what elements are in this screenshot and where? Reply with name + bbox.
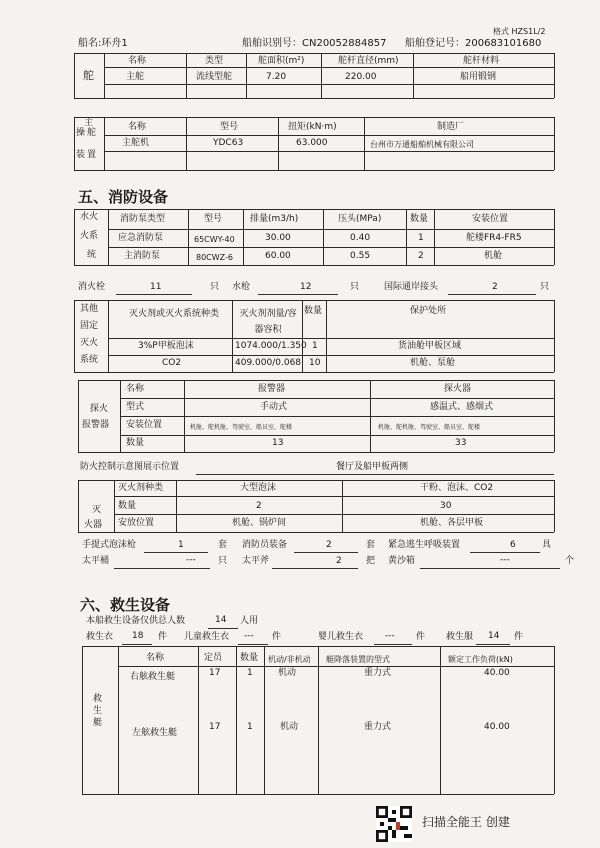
- foam-gun-unit: 套: [218, 540, 228, 550]
- capacity-label: 本船救生设备仅供总人数: [86, 616, 186, 626]
- lifeboat-2-capacity: 17: [209, 722, 221, 732]
- rudder-header-diameter: 舵杆直径(mm): [338, 56, 399, 66]
- detector-qty: 33: [455, 438, 467, 448]
- extinguisher-header-type: 灭火剂种类: [118, 483, 164, 493]
- rudder-header-type: 类型: [205, 56, 224, 66]
- fire-bucket-label: 太平桶: [82, 556, 110, 566]
- shore-connection-count: 2: [492, 282, 498, 292]
- foam-gun-label: 手提式泡沫枪: [82, 540, 137, 550]
- extinguisher-header-large: 大型泡沫: [240, 483, 277, 493]
- pump-header-type: 消防泵类型: [120, 214, 166, 224]
- fixed-label-2: 固定: [80, 321, 99, 331]
- pump-1-capacity: 30.00: [265, 233, 291, 243]
- hydrant-unit: 只: [210, 282, 220, 292]
- rudder-header-area: 舵面积(m²): [258, 56, 305, 66]
- lifeboat-header-qty: 数量: [240, 653, 259, 663]
- lifeboat-1-load: 40.00: [484, 668, 510, 678]
- rudder-label: 舵: [83, 69, 94, 82]
- fixed-1-qty: 1: [312, 341, 318, 351]
- fire-bucket-count: ---: [186, 555, 196, 565]
- steering-header-model: 型号: [220, 122, 239, 132]
- lifeboat-1-qty: 1: [247, 668, 253, 678]
- fixed-1-type: 3%P甲板泡沫: [138, 341, 194, 351]
- eebd-count: 6: [510, 540, 516, 550]
- child-lifejacket-unit: 件: [272, 632, 282, 642]
- pump-label-1: 水火: [80, 212, 99, 222]
- rudder-name: 主舵: [126, 72, 145, 82]
- rudder-material: 船用锻钢: [460, 72, 497, 82]
- section-6-title: 六、救生设备: [80, 596, 171, 614]
- nozzle-label: 水枪: [232, 282, 251, 292]
- eebd-unit: 具: [542, 540, 552, 550]
- immersion-suit-label: 救生服: [446, 632, 474, 642]
- extinguisher-qty-key: 数量: [118, 501, 137, 511]
- pump-2-type: 主消防泵: [124, 251, 161, 261]
- hydrant-label: 消火栓: [78, 282, 106, 292]
- lifeboat-label-2: 生: [93, 706, 103, 716]
- extinguisher-location-key: 安放位置: [118, 518, 155, 528]
- immersion-suit-value: 14: [488, 631, 500, 641]
- fire-axe-unit: 把: [366, 556, 376, 566]
- capacity-value: 14: [215, 615, 227, 625]
- rudder-header-name: 名称: [128, 56, 147, 66]
- lifeboat-header-davit: 艇降落装置的型式: [326, 655, 390, 664]
- detector-row-name-key: 名称: [126, 384, 145, 394]
- pump-header-model: 型号: [204, 214, 223, 224]
- firefighter-outfit-count: 2: [326, 540, 332, 550]
- lifejacket-label: 救生衣: [86, 632, 114, 642]
- fixed-2-type: CO2: [162, 358, 182, 368]
- extinguisher-header-small: 干粉、泡沫、CO2: [420, 483, 494, 493]
- alarm-location: 机舱、舵机舱、驾驶室、船员室、舵楼: [190, 424, 293, 431]
- lifeboat-header-capacity: 定员: [204, 653, 223, 663]
- lifejacket-unit: 件: [158, 632, 168, 642]
- fixed-label-4: 系统: [80, 355, 99, 365]
- capacity-unit: 人用: [240, 616, 259, 626]
- steering-label-2: 操: [76, 128, 86, 138]
- nozzle-count: 12: [300, 282, 312, 292]
- detector-row-location-key: 安装位置: [126, 420, 163, 430]
- lifejacket-value: 18: [132, 631, 144, 641]
- pump-label-3: 统: [87, 250, 97, 260]
- eebd-label: 紧急逃生呼吸装置: [388, 540, 461, 550]
- detector-location: 机舱、舵机舱、驾驶室、船员室、舵楼: [378, 424, 481, 431]
- lifeboat-1-capacity: 17: [209, 668, 221, 678]
- steering-header-name: 名称: [128, 122, 147, 132]
- infant-lifejacket-unit: 件: [416, 632, 426, 642]
- steering-name: 主舵机: [122, 138, 150, 148]
- detector-label-1: 探火: [90, 404, 109, 414]
- foam-gun-count: 1: [178, 540, 184, 550]
- lifeboat-1-motor: 机动: [278, 668, 297, 678]
- extinguisher-small-location: 机舱、各层甲板: [420, 518, 484, 528]
- lifeboat-label-1: 救: [93, 694, 103, 704]
- pump-2-location: 机舱: [484, 251, 503, 261]
- extinguisher-label-1: 灭: [92, 505, 102, 515]
- pump-1-qty: 1: [418, 233, 424, 243]
- pump-2-model: 80CWZ-6: [196, 253, 233, 262]
- child-lifejacket-value: ---: [244, 631, 254, 641]
- shore-connection-label: 国际通岸接头: [384, 282, 439, 292]
- steering-label-3: 舵: [87, 128, 97, 138]
- lifeboat-2-qty: 1: [247, 722, 253, 732]
- lifeboat-2-load: 40.00: [484, 722, 510, 732]
- fixed-1-protected: 货油舱甲板区域: [398, 341, 462, 351]
- detector-col-alarm: 报警器: [258, 384, 286, 394]
- pump-header-capacity: 排量(m3/h): [250, 214, 299, 224]
- pump-2-qty: 2: [418, 251, 424, 261]
- lifeboat-header-motor: 机动/非机动: [268, 655, 311, 664]
- registration-number: 船舶登记号：200683101680: [405, 38, 542, 49]
- lifeboat-1-name: 右舷救生艇: [130, 672, 176, 682]
- sand-box-label: 黄沙箱: [388, 556, 416, 566]
- fixed-header-qty: 数量: [304, 306, 323, 316]
- rudder-type: 流线型舵: [196, 72, 233, 82]
- steering-label-4: 装: [76, 150, 86, 160]
- nozzle-unit: 只: [350, 282, 360, 292]
- steering-header-torque: 扭矩(kN·m): [288, 122, 337, 132]
- form-number: 格式 HZS1L/2: [493, 27, 546, 36]
- fire-axe-count: 2: [336, 556, 342, 566]
- lifeboat-header-load: 额定工作负荷(kN): [448, 655, 513, 664]
- firefighter-outfit-unit: 套: [366, 540, 376, 550]
- fire-plan-label: 防火控制示意图展示位置: [80, 462, 180, 472]
- steering-label-5: 置: [87, 150, 97, 160]
- pump-1-type: 应急消防泵: [118, 233, 164, 243]
- detector-col-detector: 探火器: [444, 384, 472, 394]
- detector-row-qty-key: 数量: [126, 438, 145, 448]
- ship-id: 船舶识别号：CN20052884857: [242, 38, 387, 49]
- extinguisher-small-qty: 30: [440, 501, 452, 511]
- lifeboat-2-davit: 重力式: [364, 722, 392, 732]
- steering-header-maker: 制造厂: [437, 122, 465, 132]
- lifeboat-2-motor: 机动: [280, 722, 299, 732]
- steering-label-1: 主: [84, 118, 94, 128]
- lifeboat-2-name: 左舷救生艇: [132, 728, 178, 738]
- fire-bucket-unit: 只: [218, 556, 228, 566]
- section-5-title: 五、消防设备: [78, 188, 169, 206]
- fixed-1-amount: 1074.000/1.350: [235, 341, 307, 351]
- pump-header-location: 安装位置: [472, 214, 509, 224]
- pump-1-model: 65CWY-40: [194, 235, 235, 244]
- pump-1-location: 舵楼FR4-FR5: [466, 233, 522, 243]
- detector-row-type-key: 型式: [126, 402, 145, 412]
- steering-maker: 台州市万通船舶机械有限公司: [370, 140, 474, 149]
- pump-1-head: 0.40: [350, 233, 371, 243]
- fixed-header-type: 灭火剂或灭火系统种类: [128, 309, 219, 319]
- steering-model: YDC63: [213, 138, 244, 148]
- extinguisher-label-2: 火器: [84, 520, 103, 530]
- fire-plan-value: 餐厅及船甲板两侧: [336, 462, 409, 472]
- detector-type: 感温式、感烟式: [430, 402, 494, 412]
- ship-name: 船名:环舟1: [78, 38, 128, 49]
- child-lifejacket-label: 儿童救生衣: [184, 632, 230, 642]
- fixed-2-amount: 409.000/0.068: [235, 358, 302, 368]
- hydrant-count: 11: [150, 282, 162, 292]
- fixed-label-1: 其他: [80, 304, 99, 314]
- detector-label-2: 报警器: [82, 420, 110, 430]
- fire-axe-label: 太平斧: [242, 556, 270, 566]
- pump-label-2: 火系: [80, 231, 99, 241]
- firefighter-outfit-label: 消防员装备: [242, 540, 288, 550]
- pump-header-head: 压头(MPa): [338, 214, 382, 224]
- fixed-label-3: 灭火: [80, 338, 99, 348]
- extinguisher-large-qty: 2: [256, 501, 262, 511]
- immersion-suit-unit: 件: [514, 632, 524, 642]
- extinguisher-large-location: 机舱、锅炉间: [232, 518, 287, 528]
- lifeboat-1-davit: 重力式: [364, 668, 392, 678]
- rudder-header-material: 舵杆材料: [463, 56, 500, 66]
- pump-header-qty: 数量: [410, 214, 429, 224]
- shore-connection-unit: 只: [540, 282, 550, 292]
- rudder-diameter: 220.00: [345, 72, 377, 82]
- fixed-header-amount: 灭火剂剂量/容器容积: [239, 309, 297, 335]
- pump-2-capacity: 60.00: [265, 251, 291, 261]
- lifeboat-header-name: 名称: [146, 653, 165, 663]
- infant-lifejacket-label: 婴儿救生衣: [318, 632, 364, 642]
- fixed-2-protected: 机舱、泵舱: [410, 358, 456, 368]
- fixed-header-protected: 保护处所: [410, 306, 447, 316]
- scanner-watermark-text: 扫描全能王 创建: [422, 815, 510, 829]
- lifeboat-label-3: 艇: [93, 718, 103, 728]
- alarm-qty: 13: [272, 438, 284, 448]
- sand-box-unit: 个: [565, 556, 575, 566]
- qr-code-icon: [376, 806, 412, 842]
- rudder-area: 7.20: [266, 72, 287, 82]
- infant-lifejacket-value: ---: [385, 631, 395, 641]
- sand-box-count: ---: [500, 555, 510, 565]
- steering-torque: 63.000: [296, 138, 328, 148]
- pump-2-head: 0.55: [350, 251, 371, 261]
- alarm-type: 手动式: [260, 402, 288, 412]
- fixed-2-qty: 10: [309, 358, 321, 368]
